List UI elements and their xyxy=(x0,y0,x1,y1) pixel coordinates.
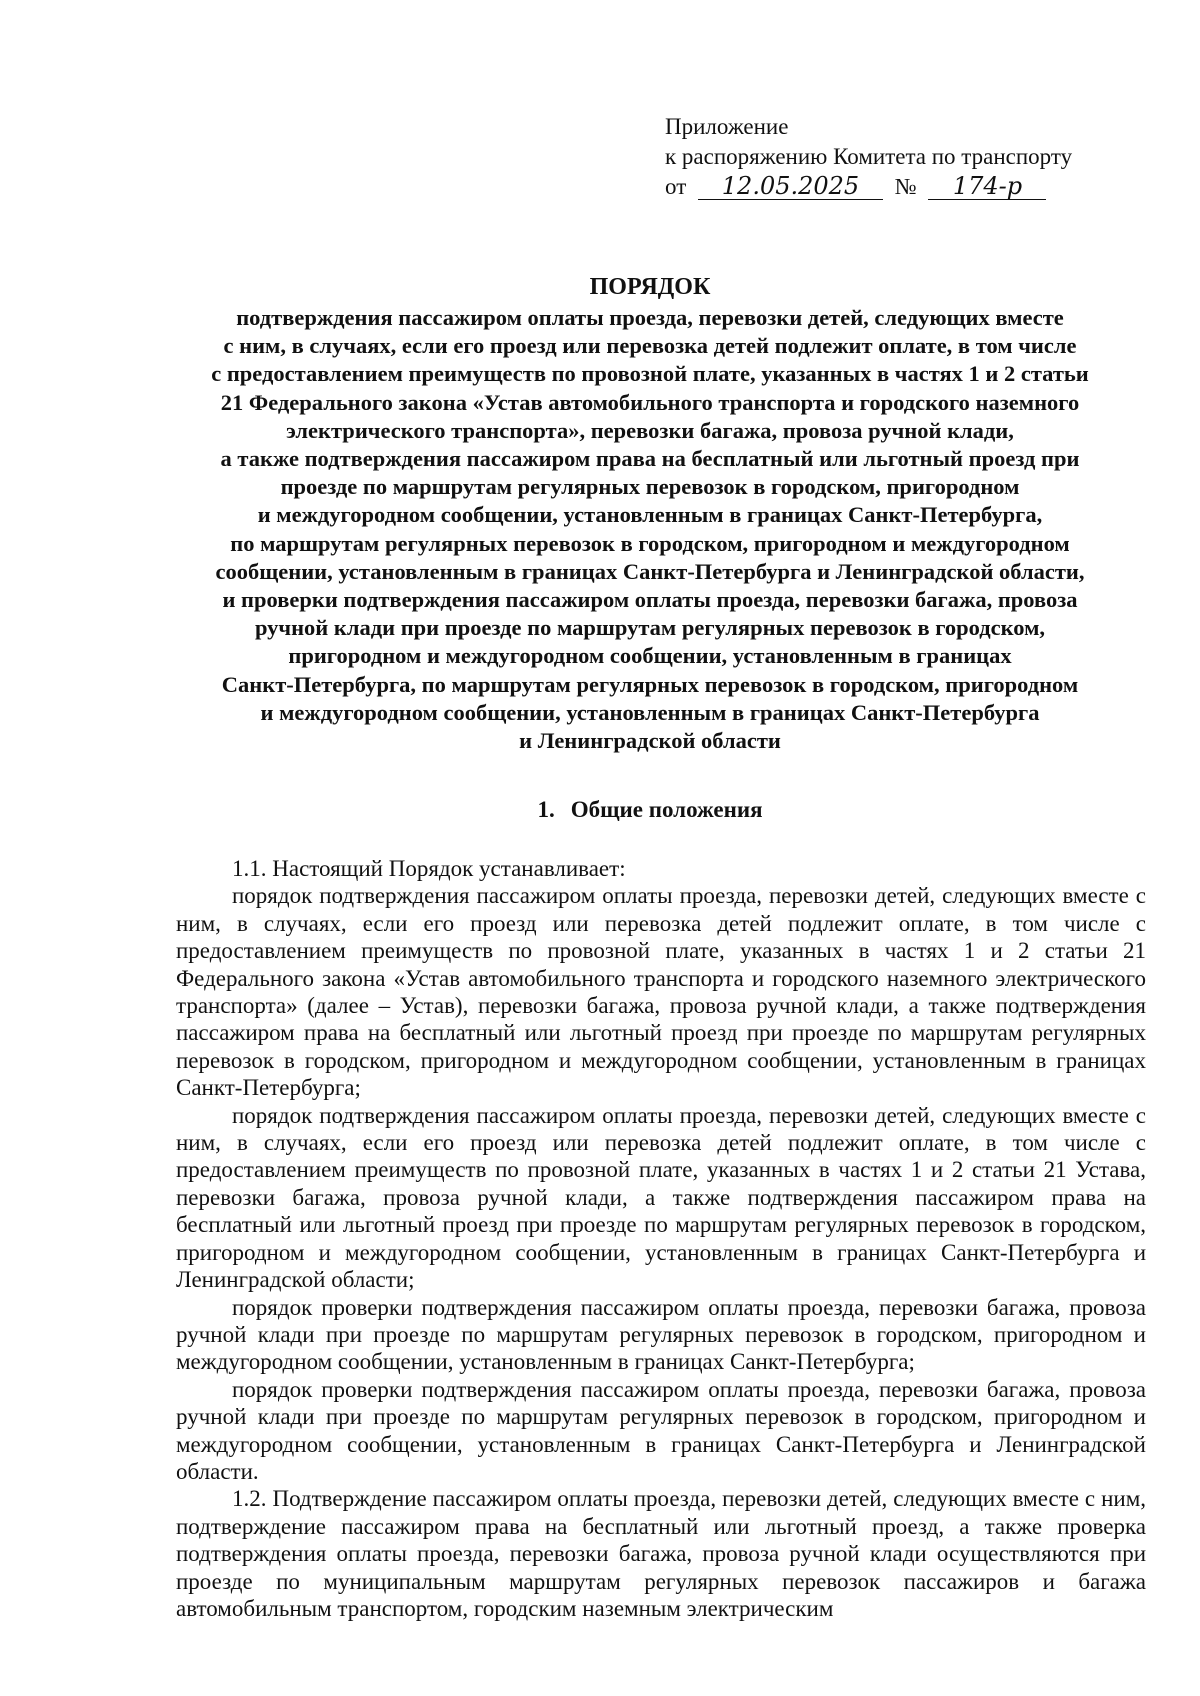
number-label: № xyxy=(894,174,917,199)
body-paragraph: порядок проверки подтверждения пассажиром оплаты проезда, перевозки багажа, провоза ручной клади при проезде по маршрутам регулярных перевозок в городском, пригородном и междугородном сообщении, установленным в границах Санкт-Петербурга и Ленинградской области. xyxy=(176,1376,1146,1484)
handwritten-number: 174-р xyxy=(928,173,1046,200)
title-line: электрического транспорта», перевозки багажа, провоза ручной клади, xyxy=(286,417,1014,443)
title-line: ручной клади при проезде по маршрутам регулярных перевозок в городском, xyxy=(254,615,1046,641)
date-label: от xyxy=(665,174,687,199)
title-line: и междугородном сообщении, установленным в границах Санкт-Петербурга xyxy=(260,699,1040,725)
title-line: и Ленинградской области xyxy=(519,728,781,754)
body-paragraph: порядок подтверждения пассажиром оплаты проезда, перевозки детей, следующих вместе с ним, в случаях, если его проезд или перевозка детей подлежит оплате, в том числе с предоставлением преимуществ по провозной плате, указанных в частях 1 и 2 статьи 21 Устава, перевозки багажа, провоза ручной клади, а также подтверждения пассажиром права на бесплатный или льготный проезд при проезде по маршрутам регулярных перевозок в городском, пригородном и междугородном сообщении, установленным в границах Санкт-Петербурга и Ленинградской области; xyxy=(176,1102,1146,1293)
appendix-reference: к распоряжению Комитета по транспорту xyxy=(665,144,1073,169)
appendix-header xyxy=(665,112,1135,202)
title-line: с ним, в случаях, если его проезд или перевозка детей подлежит оплате, в том числе xyxy=(223,333,1077,359)
title-line: проезде по маршрутам регулярных перевозок в городском, пригородном xyxy=(280,474,1020,500)
handwritten-date: 12.05.2025 xyxy=(698,173,883,200)
body-paragraph: порядок подтверждения пассажиром оплаты проезда, перевозки детей, следующих вместе с ним, в случаях, если его проезд или перевозка детей подлежит оплате, в том числе с предоставлением преимуществ по провозной плате, указанных в частях 1 и 2 статьи 21 Федерального закона «Устав автомобильного транспорта и городского наземного электрического транспорта» (далее – Устав), перевозки багажа, провоза ручной клади, а также подтверждения пассажиром права на бесплатный или льготный проезд при проезде по маршрутам регулярных перевозок в городском, пригородном и междугородном сообщении, установленным в границах Санкт-Петербурга; xyxy=(176,883,1146,1101)
document-body xyxy=(176,855,1146,1622)
clause-1-2: 1.2. Подтверждение пассажиром оплаты проезда, перевозки детей, следующих вместе с ним, подтверждение пассажиром права на бесплатный или льготный проезд, а также проверка подтверждения оплаты проезда, перевозки багажа, провоза ручной клади осуществляются при проезде по муниципальным маршрутам регулярных перевозок пассажиров и багажа автомобильным транспортом, городским наземным электрическим xyxy=(176,1486,1146,1621)
document-title xyxy=(150,272,1150,755)
appendix-date-number-line xyxy=(665,172,1135,202)
title-line: а также подтверждения пассажиром права на бесплатный или льготный проезд при xyxy=(220,446,1080,472)
section-title: Общие положения xyxy=(570,797,763,822)
title-line: подтверждения пассажиром оплаты проезда, перевозки детей, следующих вместе xyxy=(236,305,1064,330)
section-heading xyxy=(150,795,1150,825)
title-line: сообщении, установленным в границах Санкт-Петербурга и Ленинградской области, xyxy=(215,558,1085,584)
title-line: и проверки подтверждения пассажиром оплаты проезда, перевозки багажа, провоза xyxy=(222,587,1078,613)
clause-1-1-intro: 1.1. Настоящий Порядок устанавливает: xyxy=(232,856,626,881)
title-main: ПОРЯДОК xyxy=(589,274,711,300)
title-line: и междугородном сообщении, установленным в границах Санкт-Петербурга, xyxy=(257,502,1043,528)
section-number: 1. xyxy=(537,797,555,822)
title-line: Санкт-Петербурга, по маршрутам регулярных перевозок в городском, пригородном xyxy=(221,671,1079,697)
body-paragraph: порядок проверки подтверждения пассажиром оплаты проезда, перевозки багажа, провоза ручной клади при проезде по маршрутам регулярных перевозок в городском, пригородном и междугородном сообщении, установленным в границах Санкт-Петербурга; xyxy=(176,1294,1146,1375)
title-line: 21 Федерального закона «Устав автомобильного транспорта и городского наземного xyxy=(220,389,1080,415)
title-line: пригородном и междугородном сообщении, установленным в границах xyxy=(288,643,1012,669)
title-line: с предоставлением преимуществ по провозной плате, указанных в частях 1 и 2 статьи xyxy=(211,361,1089,387)
title-line: по маршрутам регулярных перевозок в городском, пригородном и междугородном xyxy=(230,530,1070,556)
appendix-title: Приложение xyxy=(665,114,789,139)
